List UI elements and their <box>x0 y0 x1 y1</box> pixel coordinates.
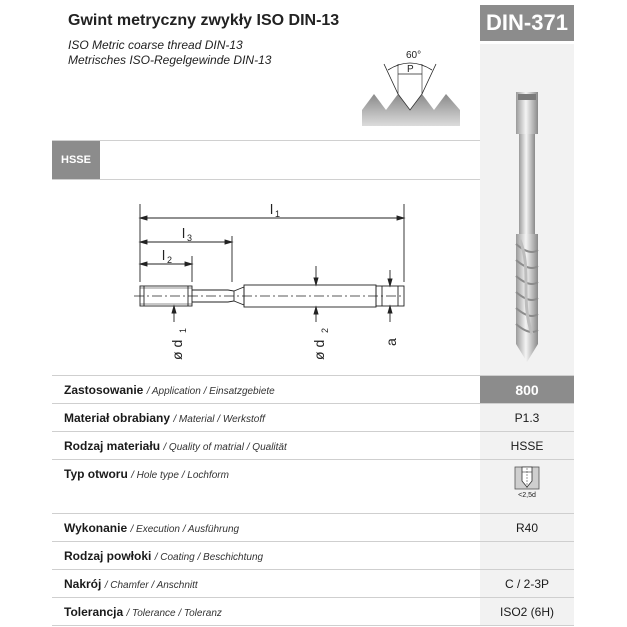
dimension-d1-sub: 1 <box>178 327 188 333</box>
spec-row-translations: / Tolerance / Toleranz <box>126 608 222 619</box>
spec-row-value: HSSE <box>480 432 574 459</box>
dimension-l1: l <box>270 201 274 217</box>
spec-row-translations: / Execution / Ausführung <box>130 524 240 535</box>
hole-depth-note: <2,5d <box>518 492 536 499</box>
spec-row-translations: / Hole type / Lochform <box>131 470 229 481</box>
spec-row-tolerance <box>52 598 574 626</box>
spec-row-value: R40 <box>480 514 574 541</box>
spec-row-value <box>480 542 574 569</box>
thread-profile-icon <box>360 44 464 128</box>
spec-row-name: Nakrój <box>64 577 102 591</box>
spec-row-value: C / 2-3P <box>480 570 574 597</box>
spec-row-translations: / Coating / Beschichtung <box>154 552 264 563</box>
spec-table <box>52 376 574 626</box>
spec-row-value <box>480 460 574 513</box>
spec-row-translations: / Quality of matrial / Qualität <box>163 442 287 453</box>
spec-row-value: P1.3 <box>480 404 574 431</box>
dimension-l2-sub: 2 <box>167 255 173 265</box>
dimension-l3-sub: 3 <box>187 233 193 243</box>
spec-row-value: 800 <box>480 376 574 403</box>
spec-row-name: Materiał obrabiany <box>64 411 171 425</box>
din-badge: DIN-371 <box>480 5 574 41</box>
tap-technical-drawing <box>52 180 480 376</box>
spec-row-name: Zastosowanie <box>64 383 144 397</box>
subtitle-english: ISO Metric coarse thread DIN-13 <box>68 38 243 52</box>
spec-row-application <box>52 376 574 404</box>
dimension-l3: l <box>182 225 186 241</box>
dimension-d1: ø d <box>169 339 185 360</box>
dimension-a: a <box>383 338 399 346</box>
spec-row-chamfer <box>52 570 574 598</box>
dimension-d2-sub: 2 <box>320 327 330 333</box>
spec-row-hole-type <box>52 460 574 514</box>
spec-row-material-quality <box>52 432 574 460</box>
subtitle-german: Metrisches ISO-Regelgewinde DIN-13 <box>68 53 272 67</box>
blind-hole-icon <box>514 466 540 490</box>
tool-image-panel <box>480 44 574 376</box>
spec-row-value: ISO2 (6H) <box>480 598 574 625</box>
spec-row-name: Rodzaj materiału <box>64 439 161 453</box>
spec-row-material <box>52 404 574 432</box>
page-title: Gwint metryczny zwykły ISO DIN-13 <box>68 12 340 29</box>
thread-pitch-label: P <box>407 64 414 75</box>
dimension-l1-sub: 1 <box>275 209 281 219</box>
spec-row-name: Rodzaj powłoki <box>64 549 152 563</box>
thread-angle-label: 60° <box>406 50 422 61</box>
spec-row-name: Wykonanie <box>64 521 128 535</box>
spec-row-translations: / Application / Einsatzgebiete <box>146 386 275 397</box>
dimension-d2: ø d <box>311 339 327 360</box>
spec-row-name: Typ otworu <box>64 467 128 481</box>
material-band <box>52 140 480 180</box>
spec-row-coating <box>52 542 574 570</box>
spec-row-translations: / Material / Werkstoff <box>173 414 265 425</box>
dimension-l2: l <box>162 247 166 263</box>
spec-row-name: Tolerancja <box>64 605 124 619</box>
material-band-label: HSSE <box>52 141 100 179</box>
tap-tool-icon <box>480 44 574 376</box>
spec-row-execution <box>52 514 574 542</box>
spec-row-translations: / Chamfer / Anschnitt <box>104 580 198 591</box>
